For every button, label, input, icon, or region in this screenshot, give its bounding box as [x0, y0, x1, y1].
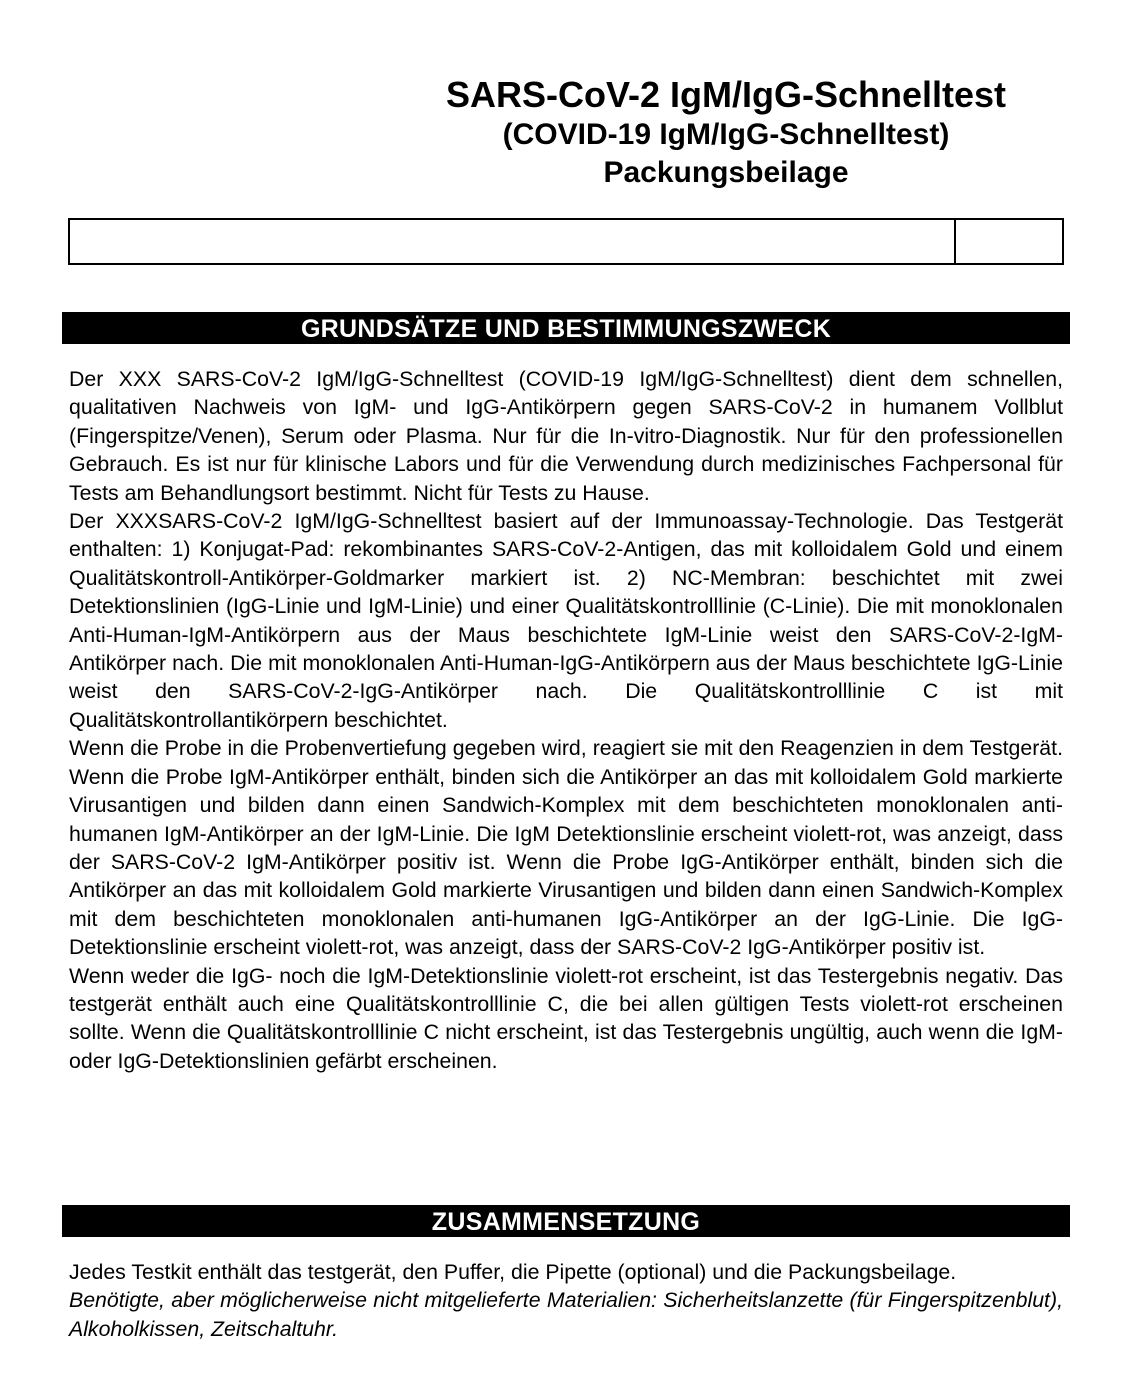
section-body-principles	[69, 365, 1063, 1075]
document-type: Packungsbeilage	[603, 156, 849, 189]
document-title: SARS-CoV-2 IgM/IgG-Schnelltest	[445, 74, 1007, 115]
paragraph-required-materials: Benötigte, aber möglicherweise nicht mitgelieferte Materialien: Sicherheitslanzette (für Fingerspitzenblut), Alkoholkissen, Zeitschaltuhr.	[69, 1288, 1063, 1341]
paragraph-reaction: Wenn die Probe in die Probenvertiefung gegeben wird, reagiert sie mit den Reagenzien in dem Testgerät. Wenn die Probe IgM-Antikörper enthält, binden sich die Antikörper an das mit kolloidalem Gold markierte Virusantigen und bilden dann einen Sandwich-Komplex mit dem beschichteten monoklonalen anti-humanen IgM-Antikörper an der IgM-Linie. Die IgM Detektionslinie erscheint violett-rot, was anzeigt, dass der SARS-CoV-2 IgM-Antikörper positiv ist. Wenn die Probe IgG-Antikörper enthält, binden sich die Antikörper an das mit kolloidalem Gold markierte Virusantigen und bilden dann einen Sandwich-Komplex mit dem beschichteten monoklonalen anti-humanen IgG-Antikörper an der IgG-Linie. Die IgG-Detektionslinie erscheint violett-rot, was anzeigt, dass der SARS-CoV-2 IgG-Antikörper positiv ist.	[69, 736, 1063, 960]
paragraph-result-interpretation: Wenn weder die IgG- noch die IgM-Detektionslinie violett-rot erscheint, ist das Testergebnis negativ. Das testgerät enthält auch eine Qualitätskontrolllinie C, die bei allen gültigen Tests violett-rot erscheinen sollte. Wenn die Qualitätskontrolllinie C nicht erscheint, ist das Testergebnis ungültig, auch wenn die IgM- oder IgG-Detektionslinien gefärbt erscheinen.	[69, 963, 1063, 1073]
section-heading-principles: GRUNDSÄTZE UND BESTIMMUNGSZWECK	[62, 312, 1070, 344]
paragraph-technology: Der XXXSARS-CoV-2 IgM/IgG-Schnelltest basiert auf der Immunoassay-Technologie. Das Testgerät enthalten: 1) Konjugat-Pad: rekombinantes SARS-CoV-2-Antigen, das mit kolloidalem Gold und einem Qualitätskontroll-Antikörper-Goldmarker markiert ist. 2) NC-Membran: beschichtet mit zwei Detektionslinien (IgG-Linie und IgM-Linie) und einer Qualitätskontrolllinie (C-Linie). Die mit monoklonalen Anti-Human-IgM-Antikörpern aus der Maus beschichtete IgM-Linie weist den SARS-CoV-2-IgM-Antikörper nach. Die mit monoklonalen Anti-Human-IgG-Antikörpern aus der Maus beschichtete IgG-Linie weist den SARS-CoV-2-IgG-Antikörper nach. Die Qualitätskontrolllinie C ist mit Qualitätskontrollantikörpern beschichtet.	[69, 509, 1063, 732]
header-info-box	[68, 218, 1064, 265]
section-heading-composition: ZUSAMMENSETZUNG	[62, 1205, 1070, 1237]
header-box-divider	[954, 220, 956, 263]
paragraph-intended-use: Der XXX SARS-CoV-2 IgM/IgG-Schnelltest (COVID-19 IgM/IgG-Schnelltest) dient dem schnellen, qualitativen Nachweis von IgM- und IgG-Antikörpern gegen SARS-CoV-2 in humanem Vollblut (Fingerspitze/Venen), Serum oder Plasma. Nur für die In-vitro-Diagnostik. Nur für den professionellen Gebrauch. Es ist nur für klinische Labors und für die Verwendung durch medizinisches Fachpersonal für Tests am Behandlungsort bestimmt. Nicht für Tests zu Hause.	[69, 367, 1063, 505]
document-subtitle: (COVID-19 IgM/IgG-Schnelltest)	[502, 118, 950, 151]
section-body-composition	[69, 1258, 1063, 1343]
document-title-block	[430, 74, 1022, 192]
paragraph-kit-contents: Jedes Testkit enthält das testgerät, den Puffer, die Pipette (optional) und die Packungsbeilage.	[69, 1260, 957, 1284]
